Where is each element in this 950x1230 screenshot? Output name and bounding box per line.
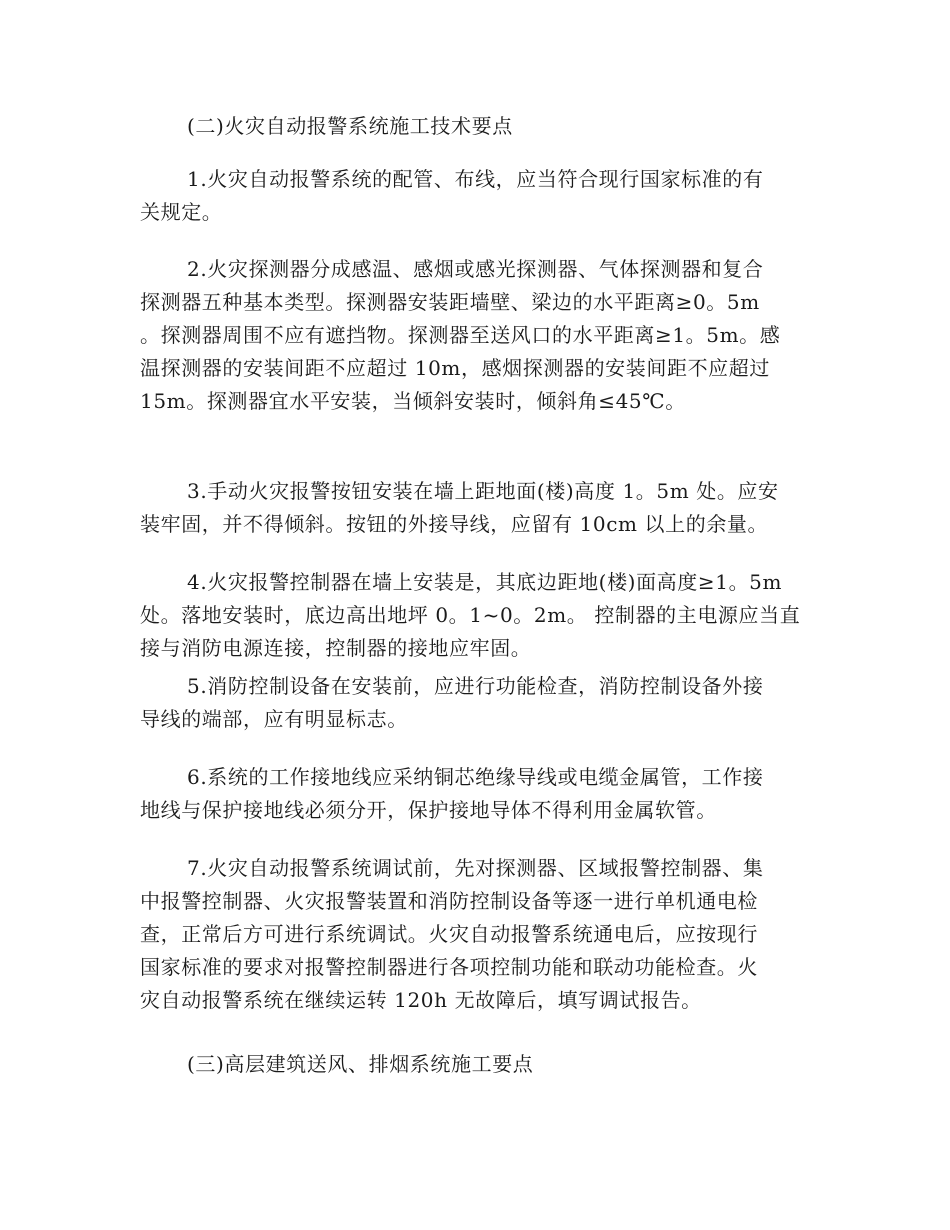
paragraph-item-1 — [140, 163, 810, 229]
paragraph-line: 3.手动火灾报警按钮安装在墙上距地面(楼)高度 1。5m 处。应安 — [187, 479, 779, 503]
paragraph-item-5 — [140, 670, 810, 736]
paragraph-line: 导线的端部，应有明显标志。 — [140, 707, 408, 731]
paragraph-item-3 — [140, 475, 810, 541]
paragraph-line: 15m。探测器宜水平安装，当倾斜安装时，倾斜角≤45℃。 — [140, 389, 686, 413]
paragraph-line: 关规定。 — [140, 200, 223, 224]
paragraph-line: 7.火灾自动报警系统调试前，先对探测器、区域报警控制器、集 — [187, 856, 764, 880]
heading-text: (二)火灾自动报警系统施工技术要点 — [187, 114, 513, 138]
paragraph-line: 查，正常后方可进行系统调试。火灾自动报警系统通电后，应按现行 — [140, 922, 758, 946]
paragraph-line: 5.消防控制设备在安装前，应进行功能检查，消防控制设备外接 — [187, 674, 764, 698]
paragraph-line: 。探测器周围不应有遮挡物。探测器至送风口的水平距离≥1。5m。感 — [140, 323, 781, 347]
paragraph-line: 灾自动报警系统在继续运转 120h 无故障后，填写调试报告。 — [140, 988, 702, 1012]
paragraph-line: 6.系统的工作接地线应采纳铜芯绝缘导线或电缆金属管，工作接 — [187, 765, 764, 789]
paragraph-item-4 — [140, 566, 810, 665]
paragraph-line: 温探测器的安装间距不应超过 10m，感烟探测器的安装间距不应超过 — [140, 356, 770, 380]
paragraph-line: 4.火灾报警控制器在墙上安装是，其底边距地(楼)面高度≥1。5m — [187, 570, 783, 594]
paragraph-line: 国家标准的要求对报警控制器进行各项控制功能和联动功能检查。火 — [140, 955, 758, 979]
paragraph-line: 1.火灾自动报警系统的配管、布线，应当符合现行国家标准的有 — [187, 167, 764, 191]
paragraph-line: 2.火灾探测器分成感温、感烟或感光探测器、气体探测器和复合 — [187, 257, 764, 281]
paragraph-item-2 — [140, 253, 810, 418]
paragraph-item-7 — [140, 852, 810, 1017]
paragraph-line: 探测器五种基本类型。探测器安装距墙壁、梁边的水平距离≥0。5m — [140, 290, 760, 314]
paragraph-line: 地线与保护接地线必须分开，保护接地导体不得利用金属软管。 — [140, 798, 717, 822]
paragraph-line: 接与消防电源连接，控制器的接地应牢固。 — [140, 636, 532, 660]
paragraph-line: 装牢固，并不得倾斜。按钮的外接导线，应留有 10cm 以上的余量。 — [140, 512, 769, 536]
paragraph-line: 处。落地安装时，底边高出地坪 0。1~0。2m。 控制器的主电源应当直 — [140, 603, 801, 627]
paragraph-item-6 — [140, 761, 810, 827]
heading-text: (三)高层建筑送风、排烟系统施工要点 — [187, 1052, 534, 1076]
paragraph-line: 中报警控制器、火灾报警装置和消防控制设备等逐一进行单机通电检 — [140, 889, 758, 913]
section-heading-2 — [140, 110, 810, 143]
section-heading-3 — [140, 1048, 810, 1081]
